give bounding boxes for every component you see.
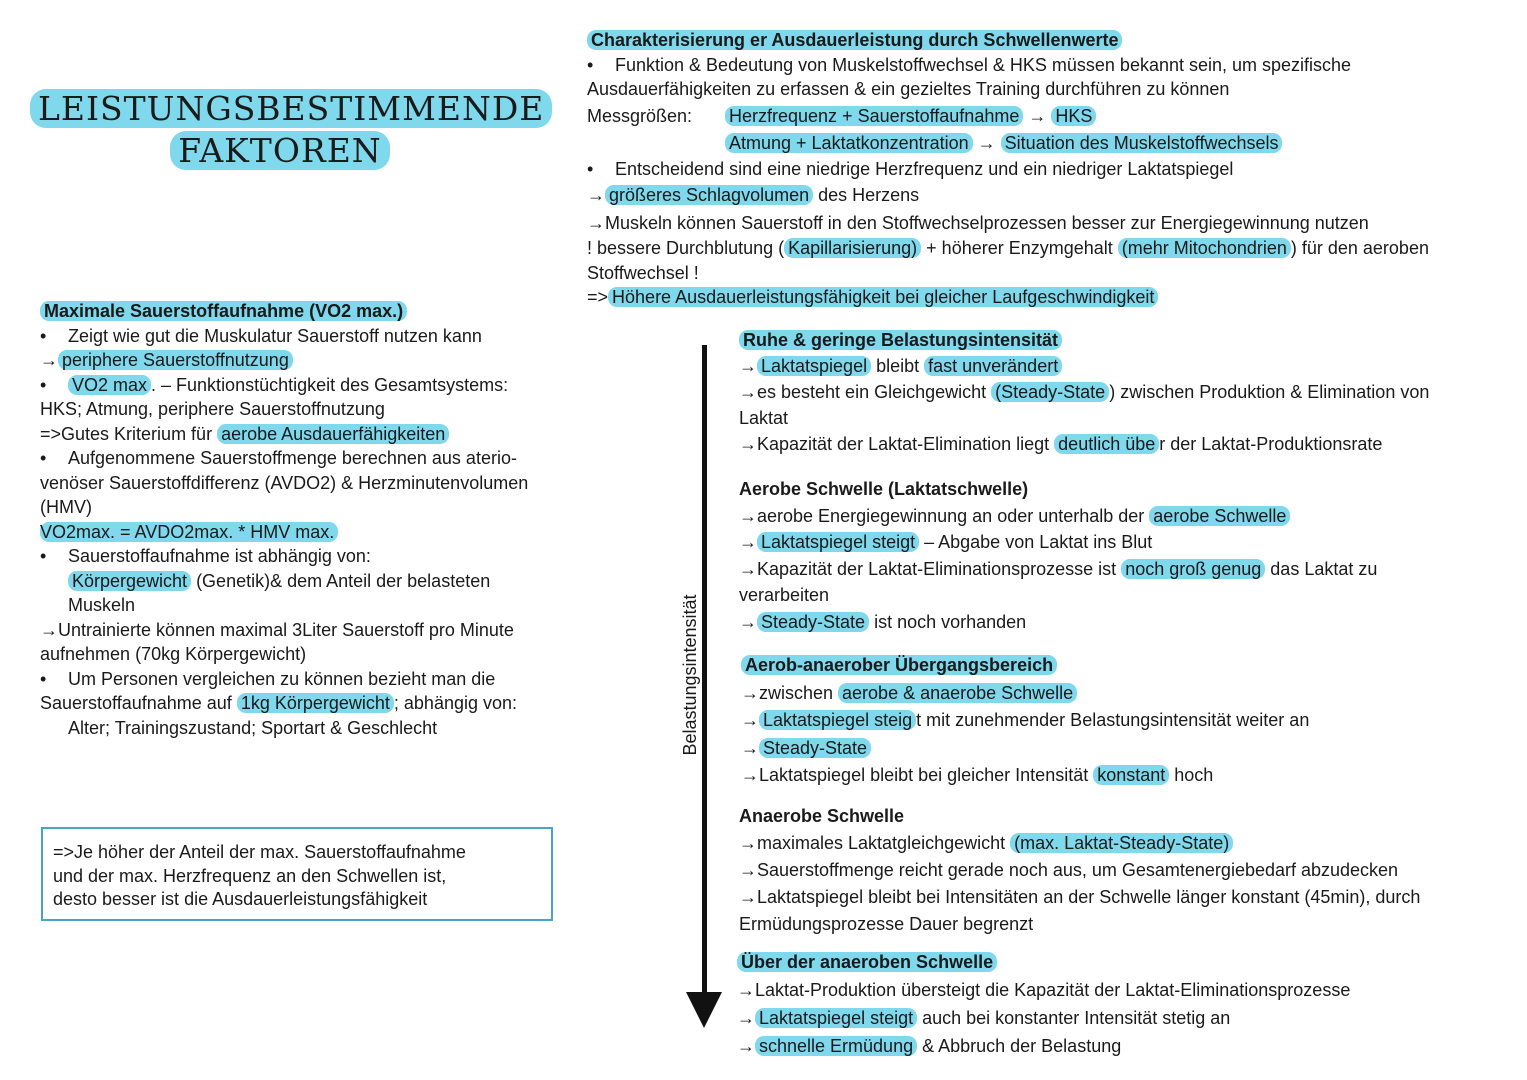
list-item: venöser Sauerstoffdifferenz (AVDO2) & Herzminutenvolumen (40, 472, 529, 493)
list-item: →Laktatspiegel bleibt bei Intensitäten an der Schwelle länger konstant (45min), durch (739, 887, 1421, 907)
list-item: Laktat (739, 408, 789, 428)
section-aerobe-schwelle (739, 476, 1519, 635)
list-item: → Laktatspiegel steigt – Abgabe von Laktat ins Blut (739, 532, 1153, 552)
list-item: Alter; Trainingszustand; Sportart & Geschlecht (68, 717, 438, 738)
list-item: • Aufgenommene Sauerstoffmenge berechnen aus aterio- (40, 448, 517, 468)
list-item: →Laktatspiegel bleibt bei gleicher Intensität konstant hoch (741, 765, 1214, 785)
aerob-heading: Aerobe Schwelle (Laktatschwelle) (739, 479, 1029, 499)
section-uebergang (741, 652, 1521, 790)
list-item: →maximales Laktatgleichgewicht (max. Laktat-Steady-State) (739, 830, 1519, 857)
ueber-heading: Über der anaeroben Schwelle (737, 952, 997, 972)
summary-box (41, 827, 553, 921)
characterisation-heading: Charakterisierung er Ausdauerleistung durch Schwellenwerte (587, 30, 1122, 50)
list-item: • Funktion & Bedeutung von Muskelstoffwechsel & HKS müssen bekannt sein, um spezifische (587, 54, 1352, 75)
list-item: Sauerstoffaufnahme auf 1kg Körpergewicht ; abhängig von: (40, 693, 518, 713)
intensity-axis-line (702, 345, 707, 1000)
axis-label: Belastungsintensität (679, 594, 700, 756)
list-item: → Laktatspiegel steigt auch bei konstanter Intensität stetig an (737, 1008, 1231, 1028)
title-line-2: FAKTOREN (170, 131, 389, 170)
uebergang-heading: Aerob-anaerober Übergangsbereich (741, 655, 1057, 675)
list-item: ! bessere Durchblutung ( Kapillarisierung) + höherer Enzymgehalt (mehr Mitochondrien ) für den aeroben (587, 238, 1429, 258)
list-item: verarbeiten (739, 585, 830, 605)
list-item: Muskeln (68, 595, 136, 615)
list-item: →Kapazität der Laktat-Elimination liegt deutlich übe r der Laktat-Produktionsrate (739, 434, 1383, 454)
list-item: • Entscheidend sind eine niedrige Herzfrequenz und ein niedriger Laktatspiegel (587, 158, 1234, 179)
summary-line: desto besser ist die Ausdauerleistungsfähigkeit (53, 889, 428, 909)
list-item: (HMV) (40, 497, 92, 517)
list-item: →Untrainierte können maximal 3Liter Sauerstoff pro Minute (40, 619, 514, 640)
page-title (30, 88, 545, 172)
list-item: • Sauerstoffaufnahme ist abhängig von: (40, 546, 371, 566)
list-item: →Muskeln können Sauerstoff in den Stoffwechselprozessen besser zur Energiegewinnung nutzen (587, 212, 1369, 233)
list-item: → Steady-State ist noch vorhanden (739, 611, 1027, 632)
list-item: • Um Personen vergleichen zu können bezieht man die (40, 668, 496, 689)
vo2max-heading: Maximale Sauerstoffaufnahme (VO2 max.) (40, 301, 407, 321)
summary-line: und der max. Herzfrequenz an den Schwellen ist, (53, 865, 447, 886)
list-item: →aerobe Energiegewinnung an oder unterhalb der aerobe Schwelle (739, 503, 1519, 530)
list-item: →es besteht ein Gleichgewicht (Steady-State ) zwischen Produktion & Elimination von (739, 382, 1430, 402)
list-item: →Kapazität der Laktat-Eliminationsprozesse ist noch groß genug das Laktat zu (739, 558, 1378, 579)
list-item: Messgrößen: Herzfrequenz + Sauerstoffaufnahme → HKS (587, 104, 1517, 129)
list-item: Atmung + Laktatkonzentration → Situation des Muskelstoffwechsels (587, 131, 1517, 156)
list-item: → schnelle Ermüdung & Abbruch der Belastung (737, 1036, 1122, 1056)
list-item: → Steady-State (741, 735, 1521, 763)
summary-line: =>Je höher der Anteil der max. Sauerstoffaufnahme (53, 842, 466, 862)
vo2max-section (40, 299, 585, 740)
list-item: → Laktatspiegel bleibt fast unverändert (739, 353, 1519, 379)
list-item: Stoffwechsel ! (587, 262, 699, 283)
section-ueber-anaerob (737, 948, 1517, 1060)
arrow-down-icon (686, 992, 722, 1028)
anaerob-heading: Anaerobe Schwelle (739, 806, 905, 826)
list-item: →Laktat-Produktion übersteigt die Kapazität der Laktat-Eliminationsprozesse (737, 980, 1351, 1000)
list-item: HKS; Atmung, periphere Sauerstoffnutzung (40, 399, 385, 419)
title-line-1: LEISTUNGSBESTIMMENDE (30, 89, 552, 128)
list-item: → periphere Sauerstoffnutzung (40, 348, 585, 373)
list-item: • VO2 max . – Funktionstüchtigkeit des Gesamtsystems: (40, 374, 509, 395)
section-anaerobe-schwelle (739, 803, 1519, 938)
list-item: Ermüdungsprozesse Dauer begrenzt (739, 914, 1034, 934)
section-ruhe (739, 327, 1519, 457)
list-item: =>Gutes Kriterium für aerobe Ausdauerfähigkeiten (40, 422, 585, 447)
list-item: Ausdauerfähigkeiten zu erfassen & ein gezieltes Training durchführen zu können (587, 79, 1230, 99)
list-item: → Laktatspiegel steig t mit zunehmender Belastungsintensität weiter an (741, 710, 1310, 730)
list-item: aufnehmen (70kg Körpergewicht) (40, 644, 307, 664)
list-item: Körpergewicht (Genetik)& dem Anteil der belasteten (40, 569, 585, 594)
list-item: → größeres Schlagvolumen des Herzens (587, 185, 920, 205)
characterisation-section (587, 28, 1517, 310)
list-item: →zwischen aerobe & anaerobe Schwelle (741, 680, 1521, 708)
list-item: →Sauerstoffmenge reicht gerade noch aus, um Gesamtenergiebedarf abzudecken (739, 860, 1399, 880)
list-item: => Höhere Ausdauerleistungsfähigkeit bei gleicher Laufgeschwindigkeit (587, 285, 1517, 310)
ruhe-heading: Ruhe & geringe Belastungsintensität (739, 330, 1062, 350)
list-item: • Zeigt wie gut die Muskulatur Sauerstoff nutzen kann (40, 325, 482, 346)
formula: VO2max. = AVDO2max. * HMV max. (40, 520, 585, 545)
